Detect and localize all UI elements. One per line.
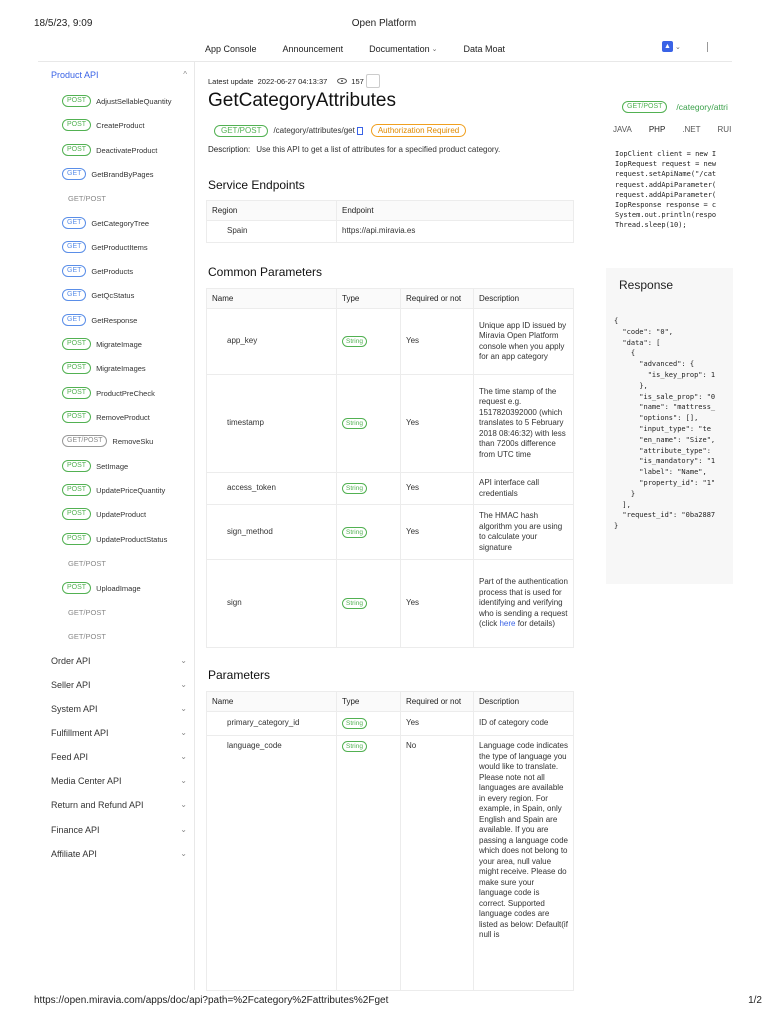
chevron-down-icon: ⌄ xyxy=(180,752,187,761)
sidebar-section-label: Product API xyxy=(51,70,99,80)
code-endpoint-path: /category/attri xyxy=(676,102,728,112)
table-row xyxy=(207,309,574,375)
code-line: Thread.sleep(10); xyxy=(615,221,687,230)
sidebar-item-getproducts[interactable] xyxy=(62,265,133,277)
sidebar-item-getproductitems[interactable] xyxy=(62,241,148,253)
user-avatar-icon: ▲ xyxy=(662,41,673,52)
sidebar-section-finance-api[interactable] xyxy=(51,825,187,835)
sidebar-item-label: GetProducts xyxy=(91,266,134,276)
response-line: "is_mandatory": "1 xyxy=(614,457,716,466)
chevron-down-icon: ⌄ xyxy=(675,43,681,51)
sidebar-item-removeproduct[interactable] xyxy=(62,411,150,423)
param-type xyxy=(337,736,401,991)
sidebar-section-label: Order API xyxy=(51,656,91,666)
print-page-number: 1/2 xyxy=(748,995,762,1006)
sidebar-item-productprecheck[interactable] xyxy=(62,387,155,399)
sidebar-item-getpost[interactable]: GET/POST xyxy=(68,194,106,203)
chevron-down-icon: ⌄ xyxy=(180,825,187,834)
type-tag: String xyxy=(342,336,367,347)
sidebar-item-label: MigrateImages xyxy=(96,363,146,373)
chevron-up-icon: ^ xyxy=(183,70,187,79)
section-title-common-parameters: Common Parameters xyxy=(208,265,323,279)
nav-divider xyxy=(707,42,708,52)
column-header: Required or not xyxy=(401,289,474,309)
details-link[interactable]: here xyxy=(499,619,516,629)
top-navigation xyxy=(205,42,531,56)
nav-announcement[interactable] xyxy=(283,44,344,54)
table-row xyxy=(207,736,574,991)
response-line: "input_type": "te xyxy=(614,424,711,433)
type-tag: String xyxy=(342,718,367,729)
param-required: Yes xyxy=(401,560,474,648)
response-line: "is_key_prop": 1 xyxy=(614,370,716,379)
sidebar-item-getpost[interactable]: GET/POST xyxy=(68,632,106,641)
parameters-table xyxy=(206,691,574,991)
param-type xyxy=(337,712,401,736)
column-header: Type xyxy=(337,289,401,309)
sidebar-section-label: Media Center API xyxy=(51,776,122,786)
type-tag: String xyxy=(342,483,367,494)
api-path: /category/attributes/get xyxy=(273,126,355,135)
param-description: The HMAC hash algorithm you are using to calculate your signature xyxy=(474,505,574,560)
chevron-down-icon: ⌄ xyxy=(180,776,187,785)
param-description: API interface call credentials xyxy=(474,473,574,505)
method-tag: GET xyxy=(62,217,86,229)
method-tag: POST xyxy=(62,460,91,472)
sidebar-item-label: MigrateImage xyxy=(96,339,142,349)
param-required: Yes xyxy=(401,375,474,473)
column-header: Name xyxy=(207,692,337,712)
sidebar-section-seller-api[interactable] xyxy=(51,680,187,690)
method-tag: POST xyxy=(62,533,91,545)
sidebar-item-getresponse[interactable] xyxy=(62,314,137,326)
sidebar-item-label: ProductPreCheck xyxy=(96,388,155,398)
sidebar-item-label: GetProductItems xyxy=(91,242,148,252)
method-tag: POST xyxy=(62,119,91,131)
param-description: Unique app ID issued by Miravia Open Platform console when you apply for an app category xyxy=(474,309,574,375)
sidebar-item-updatepricequantity[interactable] xyxy=(62,484,165,496)
nav-documentation-label: Documentation xyxy=(369,44,430,54)
param-required: Yes xyxy=(401,505,474,560)
param-description: ID of category code xyxy=(474,712,574,736)
sidebar-item-label: GetQcStatus xyxy=(91,290,135,300)
description-label: Description: xyxy=(208,145,251,154)
sidebar-item-label: GetCategoryTree xyxy=(91,218,150,228)
latest-update-label: Latest update xyxy=(208,76,254,86)
section-title-parameters: Parameters xyxy=(208,668,271,682)
sidebar-item-label: RemoveProduct xyxy=(96,412,150,422)
nav-announcement-label: Announcement xyxy=(282,44,344,54)
response-panel xyxy=(606,268,733,584)
chevron-down-icon: ⌄ xyxy=(180,656,187,665)
table-header-row xyxy=(207,289,574,309)
sidebar-section-order-api[interactable] xyxy=(51,656,187,666)
param-description: The time stamp of the request e.g. 1517820392000 (which translates to 5 February 2018 08:46:32) with less than 7200s difference from UTC time xyxy=(474,375,574,473)
method-tag: GET/POST xyxy=(622,101,667,113)
response-line: "attribute_type": xyxy=(614,446,711,455)
sidebar-item-updateproductstatus[interactable] xyxy=(62,533,167,545)
method-tag: GET/POST xyxy=(62,435,107,447)
sidebar-section-label: Affiliate API xyxy=(51,849,97,859)
param-name: timestamp xyxy=(207,375,337,473)
common-parameters-table xyxy=(206,288,574,648)
sidebar-item-getcategorytree[interactable] xyxy=(62,217,149,229)
tab-dotnet[interactable]: .NET xyxy=(682,125,701,134)
response-line: "is_sale_prop": "0 xyxy=(614,392,716,401)
response-line: "data": [ xyxy=(614,338,661,347)
sidebar-item-label: UpdatePriceQuantity xyxy=(96,485,166,495)
param-type xyxy=(337,560,401,648)
code-line: request.addApiParameter( xyxy=(615,190,717,199)
nav-app-console[interactable] xyxy=(205,44,257,54)
method-tag: POST xyxy=(62,411,91,423)
method-tag: POST xyxy=(62,484,91,496)
sidebar-section-system-api[interactable] xyxy=(51,704,187,714)
chevron-down-icon: ⌄ xyxy=(180,704,187,713)
language-tabs xyxy=(613,125,733,134)
view-count-value: 157 xyxy=(351,76,364,86)
column-header: Description xyxy=(474,289,574,309)
method-tag: GET xyxy=(62,168,86,180)
param-required: No xyxy=(401,736,474,991)
response-json xyxy=(614,316,715,532)
type-tag: String xyxy=(342,741,367,752)
sidebar-section-product-api[interactable] xyxy=(51,70,187,80)
sidebar-section-label: Fulfillment API xyxy=(51,728,109,738)
sidebar-item-label: AdjustSellableQuantity xyxy=(96,96,172,106)
sidebar-item-removesku[interactable] xyxy=(62,435,153,447)
code-line: request.addApiParameter( xyxy=(615,180,717,189)
sidebar-item-deactivateproduct[interactable] xyxy=(62,144,157,156)
sidebar-item-label: GetBrandByPages xyxy=(91,169,154,179)
chevron-down-icon: ⌄ xyxy=(431,46,438,53)
sidebar-section-label: System API xyxy=(51,704,98,714)
param-required: Yes xyxy=(401,473,474,505)
nav-app-console-label: App Console xyxy=(205,44,257,54)
chevron-down-icon: ⌄ xyxy=(180,728,187,737)
sidebar-item-getpost[interactable]: GET/POST xyxy=(68,559,106,568)
column-header: Endpoint xyxy=(337,201,574,221)
api-path-row xyxy=(214,124,466,137)
description-text: Use this API to get a list of attributes for a specified product category. xyxy=(256,145,501,154)
method-tag: GET xyxy=(62,314,86,326)
column-header: Required or not xyxy=(401,692,474,712)
sidebar-section-fulfillment-api[interactable] xyxy=(51,728,187,738)
param-description: Language code indicates the type of language you would like to translate. Please note not all languages are available in every region. For example, in Spain, only English and Spain are available. If you are passing a language code which does not belong to your area, null value might receive. Please do make sure your language code is correct. Supported language codes are listed as below: Default(if null is xyxy=(474,736,574,991)
response-line: { xyxy=(614,317,619,325)
response-line: "property_id": "1" xyxy=(614,478,716,487)
response-line: "request_id": "0ba2887 xyxy=(614,511,716,520)
column-header: Type xyxy=(337,692,401,712)
tab-java[interactable]: JAVA xyxy=(613,125,632,134)
sidebar-section-feed-api[interactable] xyxy=(51,752,187,762)
code-line: System.out.println(respo xyxy=(615,211,717,220)
sidebar-item-label: UploadImage xyxy=(96,583,141,593)
nav-documentation[interactable] xyxy=(369,44,437,54)
endpoint-cell[interactable]: https://api.miravia.es xyxy=(337,221,574,243)
param-type xyxy=(337,375,401,473)
tab-ruby[interactable]: RUI xyxy=(717,125,732,134)
response-line: ], xyxy=(614,500,631,509)
method-tag: GET xyxy=(62,241,86,253)
api-sidebar xyxy=(38,62,195,990)
param-name: sign xyxy=(207,560,337,648)
table-row xyxy=(207,473,574,505)
sidebar-section-return-refund-api[interactable] xyxy=(51,800,187,810)
document-link-icon[interactable] xyxy=(357,127,363,135)
chevron-down-icon: ⌄ xyxy=(180,849,187,858)
copy-icon[interactable] xyxy=(366,74,380,88)
param-required: Yes xyxy=(401,309,474,375)
sidebar-item-label: UpdateProductStatus xyxy=(96,534,168,544)
method-tag: POST xyxy=(62,387,91,399)
sidebar-item-label: DeactivateProduct xyxy=(96,145,158,155)
code-sample xyxy=(615,149,716,231)
code-endpoint xyxy=(622,101,728,113)
method-tag: GET xyxy=(62,289,86,301)
nav-data-moat[interactable] xyxy=(464,44,506,54)
column-header: Description xyxy=(474,692,574,712)
param-description xyxy=(474,560,574,648)
response-line: "options": [], xyxy=(614,414,699,423)
response-line: "code": "0", xyxy=(614,327,674,336)
param-required: Yes xyxy=(401,712,474,736)
chevron-down-icon: ⌄ xyxy=(180,800,187,809)
print-date: 18/5/23, 9:09 xyxy=(34,18,93,29)
response-line: } xyxy=(614,489,636,498)
sidebar-section-label: Feed API xyxy=(51,752,89,762)
method-tag: POST xyxy=(62,338,91,350)
column-header: Name xyxy=(207,289,337,309)
code-line: IopRequest request = new xyxy=(615,160,717,169)
method-tag: POST xyxy=(62,95,91,107)
user-menu[interactable] xyxy=(662,41,681,52)
description xyxy=(208,145,500,154)
sidebar-item-adjustsellablequantity[interactable] xyxy=(62,95,172,107)
sidebar-item-getpost[interactable]: GET/POST xyxy=(68,608,106,617)
code-sample-panel xyxy=(607,92,733,244)
table-row xyxy=(207,375,574,473)
method-tag: POST xyxy=(62,508,91,520)
response-line: } xyxy=(614,522,619,531)
param-description-tail: for details) xyxy=(517,619,556,629)
nav-data-moat-label: Data Moat xyxy=(463,44,506,54)
sidebar-section-label: Seller API xyxy=(51,680,91,690)
sidebar-item-migrateimage[interactable] xyxy=(62,338,142,350)
chevron-down-icon: ⌄ xyxy=(180,680,187,689)
param-name: language_code xyxy=(207,736,337,991)
sidebar-item-getqcstatus[interactable] xyxy=(62,289,134,301)
param-name: access_token xyxy=(207,473,337,505)
method-tag: POST xyxy=(62,144,91,156)
sidebar-item-label: RemoveSku xyxy=(112,436,154,446)
response-line: "name": "mattress_ xyxy=(614,403,716,412)
eye-icon xyxy=(337,78,347,84)
response-title: Response xyxy=(619,278,674,292)
method-tag: GET/POST xyxy=(214,125,268,137)
sidebar-item-uploadimage[interactable] xyxy=(62,582,141,594)
method-tag: POST xyxy=(62,582,91,594)
sidebar-item-label: GetResponse xyxy=(91,315,138,325)
param-type xyxy=(337,505,401,560)
param-description-text: Part of the authentication process that is used for identifying and verifying who is sending a request (click xyxy=(479,577,568,629)
sidebar-item-setimage[interactable] xyxy=(62,460,128,472)
response-line: "en_name": "Size", xyxy=(614,435,716,444)
sidebar-item-createproduct[interactable] xyxy=(62,119,144,131)
print-title: Open Platform xyxy=(351,18,417,29)
response-line: "label": "Name", xyxy=(614,468,707,477)
sidebar-section-label: Return and Refund API xyxy=(51,800,144,810)
table-row xyxy=(207,560,574,648)
code-line: IopResponse response = c xyxy=(615,201,717,210)
type-tag: String xyxy=(342,598,367,609)
param-name: app_key xyxy=(207,309,337,375)
column-header: Region xyxy=(207,201,337,221)
page-title: GetCategoryAttributes xyxy=(208,90,396,111)
service-endpoints-table xyxy=(206,200,574,243)
param-type xyxy=(337,309,401,375)
response-line: }, xyxy=(614,381,648,390)
region-cell: Spain xyxy=(207,221,337,243)
sidebar-item-label: UpdateProduct xyxy=(96,509,147,519)
tab-php[interactable]: PHP xyxy=(648,125,666,134)
method-tag: POST xyxy=(62,362,91,374)
response-line: { xyxy=(614,349,636,358)
sidebar-section-affiliate-api[interactable] xyxy=(51,849,187,859)
code-line: IopClient client = new I xyxy=(615,150,717,158)
table-row xyxy=(207,221,574,243)
print-url: https://open.miravia.com/apps/doc/api?path=%2Fcategory%2Fattributes%2Fget xyxy=(34,995,389,1006)
authorization-badge: Authorization Required xyxy=(371,124,466,137)
view-count xyxy=(337,74,380,88)
param-type xyxy=(337,473,401,505)
table-header-row xyxy=(207,201,574,221)
update-meta xyxy=(208,74,380,88)
sidebar-item-label: SetImage xyxy=(96,461,129,471)
latest-update-value: 2022-06-27 04:13:37 xyxy=(257,76,328,86)
sidebar-item-updateproduct[interactable] xyxy=(62,508,146,520)
section-title-service-endpoints: Service Endpoints xyxy=(208,178,305,192)
sidebar-item-migrateimages[interactable] xyxy=(62,362,146,374)
sidebar-item-label: CreateProduct xyxy=(96,120,145,130)
param-name: sign_method xyxy=(207,505,337,560)
param-name: primary_category_id xyxy=(207,712,337,736)
table-header-row xyxy=(207,692,574,712)
type-tag: String xyxy=(342,418,367,429)
table-row xyxy=(207,505,574,560)
type-tag: String xyxy=(342,527,367,538)
table-row xyxy=(207,712,574,736)
code-line: request.setApiName("/cat xyxy=(615,170,717,179)
method-tag: GET xyxy=(62,265,86,277)
sidebar-section-label: Finance API xyxy=(51,825,100,835)
response-line: "advanced": { xyxy=(614,360,695,369)
sidebar-section-media-center-api[interactable] xyxy=(51,776,187,786)
sidebar-item-getbrandbypages[interactable] xyxy=(62,168,154,180)
